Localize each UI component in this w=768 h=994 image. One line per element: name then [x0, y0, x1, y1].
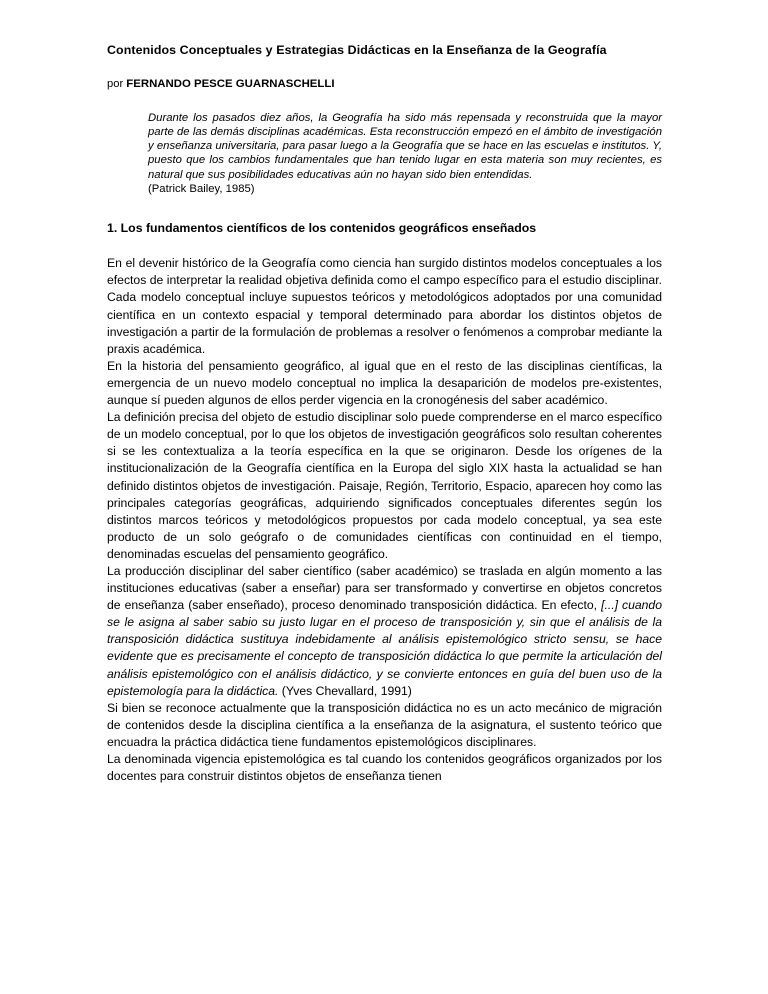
byline [107, 77, 662, 92]
epigraph-block [148, 111, 662, 197]
paragraph-4: Si bien se reconoce actualmente que la transposición didáctica no es un acto mecánico de migración de contenidos desde la disciplina científica a la enseñanza de la asignatura, el sustento teórico que encuadra la práctica didáctica tiene fundamentos epistemológicos disciplinares. [107, 700, 662, 749]
page-title: Contenidos Conceptuales y Estrategias Didácticas en la Enseñanza de la Geografía [107, 43, 607, 57]
section-heading-1: 1. Los fundamentos científicos de los contenidos geográficos enseñados [107, 221, 537, 236]
paragraph-transposition [107, 563, 662, 700]
paragraph-2: En la historia del pensamiento geográfico, al igual que en el resto de las disciplinas científicas, la emergencia de un nuevo modelo conceptual no implica la desaparición de modelos pre-existentes, aunque sí pueden algunos de ellos perder vigencia en la cronogénesis del saber académico. [107, 358, 662, 408]
epigraph-text: Durante los pasados diez años, la Geografía ha sido más repensada y reconstruida que la mayor parte de las demás disciplinas académicas. Esta reconstrucción empezó en el ámbito de investigación y enseñanza universitaria, para pasar luego a la Geografía que se hace en las escuelas e institutos. Y, puesto que los cambios fundamentales que han tenido lugar en esta materia son muy recientes, es natural que sus posibilidades educativas aún no hayan sido bien entendidas. [148, 111, 662, 181]
epigraph-attribution: (Patrick Bailey, 1985) [148, 182, 255, 195]
byline-prefix: por [107, 77, 127, 90]
paragraph-5: La denominada vigencia epistemológica es tal cuando los contenidos geográficos organizados por los docentes para construir distintos objetos de enseñanza tienen [107, 752, 662, 784]
body-content [107, 255, 662, 785]
paragraph-1: En el devenir histórico de la Geografía como ciencia han surgido distintos modelos conceptuales a los efectos de interpretar la realidad objetiva definida como el campo específico para el estudio disciplinar. Cada modelo conceptual incluye supuestos teóricos y metodológicos adoptados por una comunidad científica en un contexto espacial y temporal determinado para abordar los distintos objetos de investigación a partir de la formulación de problemas a resolver o fenómenos a comprobar mediante la praxis académica. [107, 256, 662, 356]
transposition-lead: La producción disciplinar del saber científico (saber académico) se traslada en algún momento a las instituciones educativas (saber a enseñar) para ser transformado y convertirse en objetos concretos de enseñanza (saber enseñado), proceso denominado transposición didáctica. En efecto, [107, 563, 662, 613]
author-name: FERNANDO PESCE GUARNASCHELLI [126, 77, 335, 90]
chevallard-quote: [...] cuando se le asigna al saber sabio su justo lugar en el proceso de transposición y, sin que el análisis de la transposición didáctica sustituya indebidamente al análisis epistemológico stricto sensu, se hace evidente que es precisamente el concepto de transposición didáctica lo que permite la articulación del análisis epistemológico con el análisis didáctico, y se convierte entonces en guía del buen uso de la epistemología para la didáctica. [107, 598, 662, 698]
paragraph-3: La definición precisa del objeto de estudio disciplinar solo puede comprenderse en el marco específico de un modelo conceptual, por lo que los objetos de investigación geográficos solo resultan coherentes si se les contextualiza a la teoría específica en la que se originaron. Desde los orígenes de la institucionalización de la Geografía científica en la Europa del siglo XIX hasta la actualidad se han definido distintos objetos de investigación. Paisaje, Región, Territorio, Espacio, aparecen hoy como las principales categorías geográficas, adquiriendo significados conceptuales diferentes según los distintos marcos teóricos y metodológicos propuestos por cada modelo conceptual, ya sea este producto de un solo geógrafo o de comunidades científicas con continuidad en el tiempo, denominadas escuelas del pensamiento geográfico. [107, 410, 662, 561]
chevallard-attribution: (Yves Chevallard, 1991) [278, 683, 412, 698]
